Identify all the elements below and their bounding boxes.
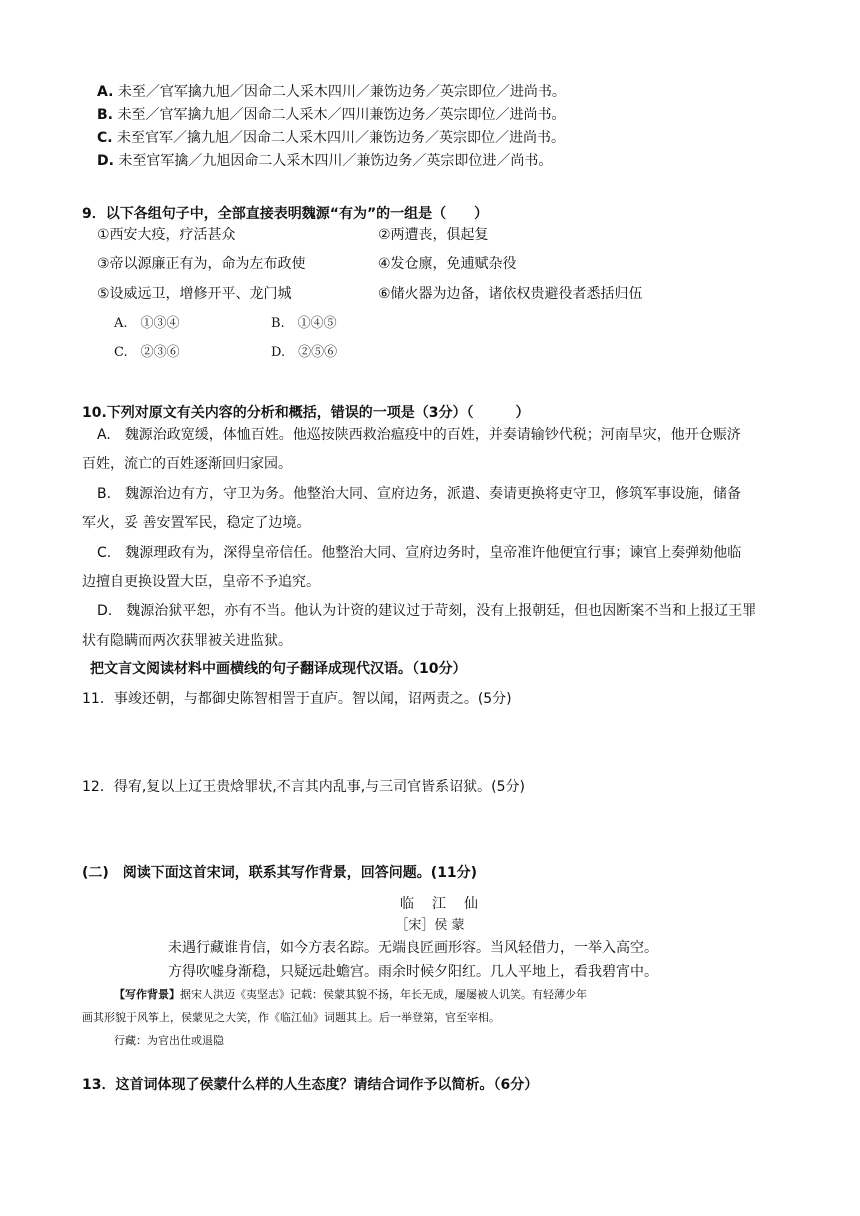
- q9-choice-a: A. ①③④: [114, 316, 180, 331]
- q10-line: 状有隐瞒而两次获罪被关进监狱。: [82, 633, 292, 649]
- q10-line: C. 魏源理政有为，深得皇帝信任。他整治大同、宣府边务时，皇帝准许他便宜行事；谏官上奏弹劾他临: [97, 545, 742, 561]
- translate-heading: 把文言文阅读材料中画横线的句子翻译成现代汉语。（10分）: [90, 661, 467, 677]
- q10-line: 边擅自更换设置大臣，皇帝不予追究。: [82, 574, 320, 590]
- poem-title: 临江仙: [400, 896, 496, 912]
- q13-question: 13．这首词体现了侯蒙什么样的人生态度？请结合词作予以简析。（6分）: [82, 1077, 539, 1093]
- q10-line: A. 魏源治政宽缓，体恤百姓。他巡按陕西救治瘟疫中的百姓，并奏请输钞代税；河南旱灾，他开仓赈济: [97, 427, 741, 443]
- q8-option-b: B. 未至／官军擒九旭／因命二人采木／四川兼饬边务／英宗即位／进尚书。: [97, 107, 566, 123]
- q9-item-3: ③帝以源廉正有为，命为左布政使: [97, 256, 306, 272]
- poem-line-2: 方得吹嘘身渐稳，只疑远赴蟾宫。雨余时候夕阳红。几人平地上，看我碧宵中。: [168, 964, 658, 980]
- q10-stem: 10.下列对原文有关内容的分析和概括，错误的一项是（3分）（ ）: [82, 405, 530, 421]
- q9-item-1: ①西安大疫，疗活甚众: [97, 227, 236, 243]
- q8-option-c: C. 未至官军／擒九旭／因命二人采木四川／兼饬边务／英宗即位／进尚书。: [97, 130, 566, 146]
- poem-background-cont: 画其形貌于风筝上，侯蒙见之大笑，作《临江仙》词题其上。后一举登第，官至宰相。: [82, 1011, 500, 1024]
- q12-question: 12．得宥,复以上辽王贵焓罪状,不言其内乱事,与三司官皆系诏狱。(5分): [82, 779, 525, 795]
- q9-item-6: ⑥储火器为边备，诸依权贵避役者悉括归伍: [378, 286, 643, 302]
- q9-stem: 9．以下各组句子中，全部直接表明魏源“有为”的一组是（ ）: [82, 206, 489, 222]
- section-2-heading: (二) 阅读下面这首宋词，联系其写作背景，回答问题。(11分): [82, 865, 478, 881]
- poem-background: 【写作背景】据宋人洪迈《夷坚志》记载：侯蒙其貌不扬，年长无成，屡屡被人讥笑。有轻薄少年: [114, 988, 587, 1001]
- poem-author: ［宋］侯 蒙: [395, 918, 465, 933]
- poem-note: 行藏：为官出仕或退隐: [114, 1034, 224, 1047]
- q11-question: 11．事竣还朝，与都御史陈智相詈于直庐。智以闻，诏两责之。(5分): [82, 691, 512, 707]
- q10-line: 军火，妥 善安置军民，稳定了边境。: [82, 515, 311, 531]
- q10-line: B. 魏源治边有方，守卫为务。他整治大同、宣府边务，派遣、奏请更换将吏守卫，修筑军事设施，储备: [97, 486, 742, 502]
- q9-item-2: ②两遭丧，俱起复: [378, 227, 489, 243]
- q9-choice-b: B. ①④⑤: [271, 316, 337, 331]
- q9-item-4: ④发仓廪，免逋赋杂役: [378, 256, 517, 272]
- q10-line: 百姓，流亡的百姓逐渐回归家园。: [82, 456, 292, 472]
- q9-choice-c: C. ②③⑥: [114, 345, 180, 360]
- q9-choice-d: D. ②⑤⑥: [271, 345, 338, 360]
- q8-option-d: D. 未至官军擒／九旭因命二人采木四川／兼饬边务／英宗即位进／尚书。: [97, 153, 553, 169]
- q8-option-a: A. 未至／官军擒九旭／因命二人采木四川／兼饬边务／英宗即位／进尚书。: [97, 84, 566, 100]
- q9-item-5: ⑤设威远卫，增修开平、龙门城: [97, 286, 292, 302]
- q10-line: D. 魏源治狱平恕，亦有不当。他认为计资的建议过于苛刻，没有上报朝廷，但也因断案不当和上报辽王罪: [97, 603, 757, 619]
- poem-line-1: 未遇行藏谁肯信，如今方表名踪。无端良匠画形容。当风轻借力，一举入高空。: [168, 940, 658, 956]
